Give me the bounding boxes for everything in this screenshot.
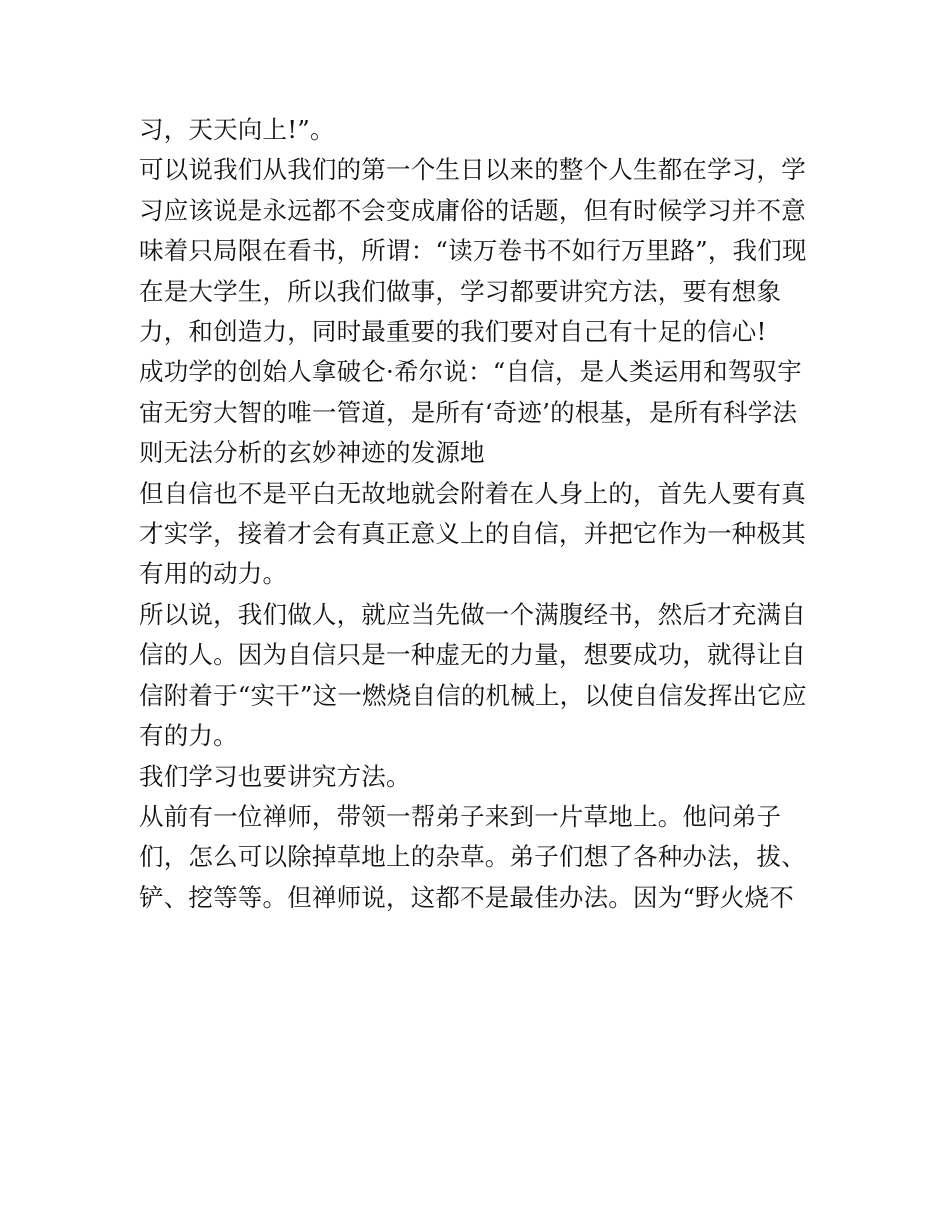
document-body — [139, 110, 819, 918]
text-line: 成功学的创始人拿破仑·希尔说：“自信，是人类运用和驾驭宇 — [139, 357, 802, 387]
text-line: 我们学习也要讲究方法。 — [139, 761, 411, 791]
text-line: 有的力。 — [139, 721, 238, 751]
text-line: 信附着于“实干”这一燃烧自信的机械上，以使自信发挥出它应 — [139, 680, 807, 710]
text-line: 力，和创造力，同时最重要的我们要对自己有十足的信心! — [139, 317, 767, 347]
text-line: 习，天天向上!”。 — [139, 115, 335, 144]
text-line: 在是大学生，所以我们做事，学习都要讲究方法，要有想象 — [139, 276, 782, 306]
text-line: 可以说我们从我们的第一个生日以来的整个人生都在学习，学 — [139, 155, 806, 185]
text-line: 才实学，接着才会有真正意义上的自信，并把它作为一种极其 — [139, 519, 806, 549]
text-line: 所以说，我们做人，就应当先做一个满腹经书，然后才充满自 — [139, 599, 806, 629]
text-line: 有用的动力。 — [139, 559, 288, 589]
text-line: 铲、挖等等。但禅师说，这都不是最佳办法。因为“野火烧不 — [139, 882, 794, 912]
text-line: 则无法分析的玄妙神迹的发源地 — [139, 438, 485, 468]
text-line: 味着只局限在看书，所谓：“读万卷书不如行万里路”，我们现 — [139, 236, 807, 266]
text-line: 宙无穷大智的唯一管道，是所有‘奇迹’的根基，是所有科学法 — [139, 397, 798, 427]
text-line: 信的人。因为自信只是一种虚无的力量，想要成功，就得让自 — [139, 640, 806, 670]
text-line: 从前有一位禅师，带领一帮弟子来到一片草地上。他问弟子 — [139, 801, 782, 831]
text-line: 习应该说是永远都不会变成庸俗的话题，但有时候学习并不意 — [139, 195, 806, 225]
text-line: 但自信也不是平白无故地就会附着在人身上的，首先人要有真 — [139, 478, 806, 508]
text-line: 们，怎么可以除掉草地上的杂草。弟子们想了各种办法，拔、 — [139, 842, 806, 872]
